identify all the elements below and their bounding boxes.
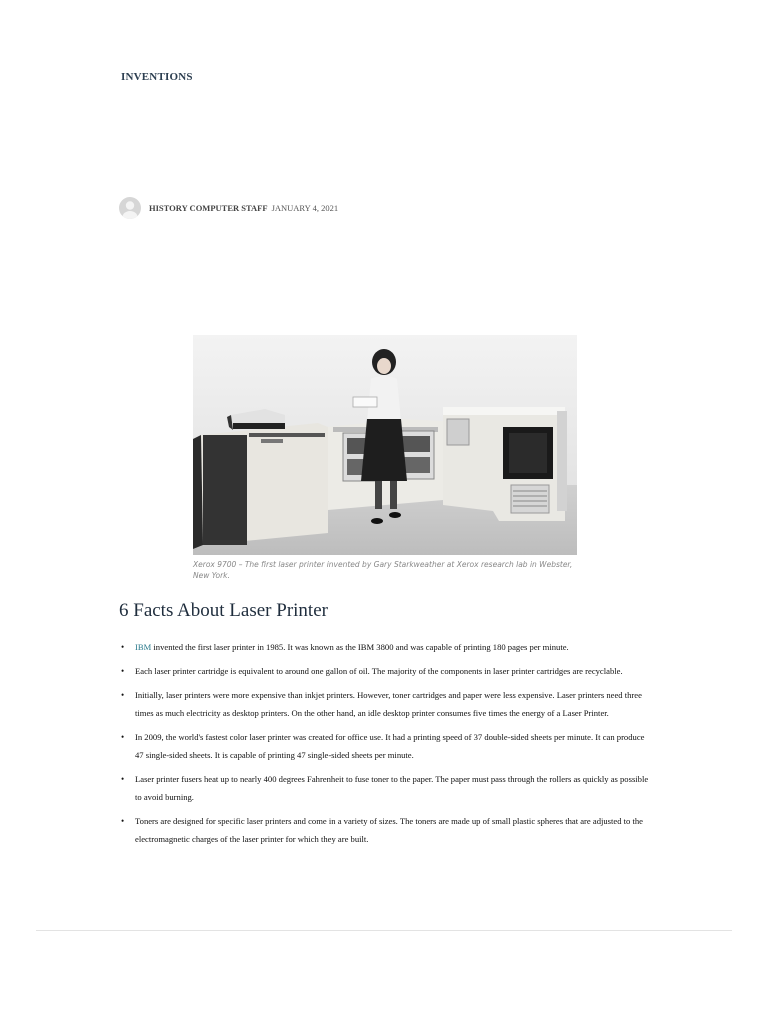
publish-date: JANUARY 4, 2021 — [271, 203, 339, 213]
list-item — [119, 770, 649, 806]
list-item — [119, 728, 649, 764]
bullet-icon: • — [121, 732, 125, 742]
xerox-9700-photo — [193, 335, 577, 555]
byline — [119, 197, 338, 219]
list-item — [119, 812, 649, 848]
list-item — [119, 686, 649, 722]
divider — [36, 930, 732, 931]
image-caption: Xerox 9700 – The first laser printer invented by Gary Starkweather at Xerox research lab in Webster, New York. — [193, 560, 573, 580]
ibm-link[interactable]: IBM — [135, 642, 152, 652]
bullet-icon: • — [121, 642, 125, 652]
list-item — [119, 638, 649, 656]
fact-text: Initially, laser printers were more expensive than inkjet printers. However, toner cartridges and paper were less expensive. Laser printers need three times as much electricity as desktop printers. On the other hand, an idle desktop printer consumes five times the energy of a Laser Printer. — [135, 690, 642, 718]
fact-text: invented the first laser printer in 1985. It was known as the IBM 3800 and was capable of printing 180 pages per minute. — [151, 642, 569, 652]
article-image — [193, 335, 577, 555]
category-label[interactable]: INVENTIONS — [121, 71, 193, 83]
fact-text: Toners are designed for specific laser printers and come in a variety of sizes. The toners are made up of small plastic spheres that are adjusted to the electromagnetic charges of the laser printer for which they are built. — [135, 816, 643, 844]
bullet-icon: • — [121, 690, 125, 700]
fact-text: In 2009, the world's fastest color laser printer was created for office use. It had a printing speed of 37 double-sided sheets per minute. It can produce 47 single-sided sheets. It is capable of printing 47 single-sided sheets per minute. — [135, 732, 645, 760]
facts-list — [119, 638, 649, 854]
list-item — [119, 662, 649, 680]
bullet-icon: • — [121, 816, 125, 826]
author-link[interactable]: HISTORY COMPUTER STAFF — [149, 203, 268, 213]
fact-text: Each laser printer cartridge is equivalent to around one gallon of oil. The majority of the components in laser printer cartridges are recyclable. — [135, 666, 623, 676]
fact-text: Laser printer fusers heat up to nearly 400 degrees Fahrenheit to fuse toner to the paper. The paper must pass through the rollers as quickly as possible to avoid burning. — [135, 774, 649, 802]
user-icon — [119, 197, 141, 219]
bullet-icon: • — [121, 666, 125, 676]
section-title: 6 Facts About Laser Printer — [119, 600, 328, 621]
avatar — [119, 197, 141, 219]
bullet-icon: • — [121, 774, 125, 784]
